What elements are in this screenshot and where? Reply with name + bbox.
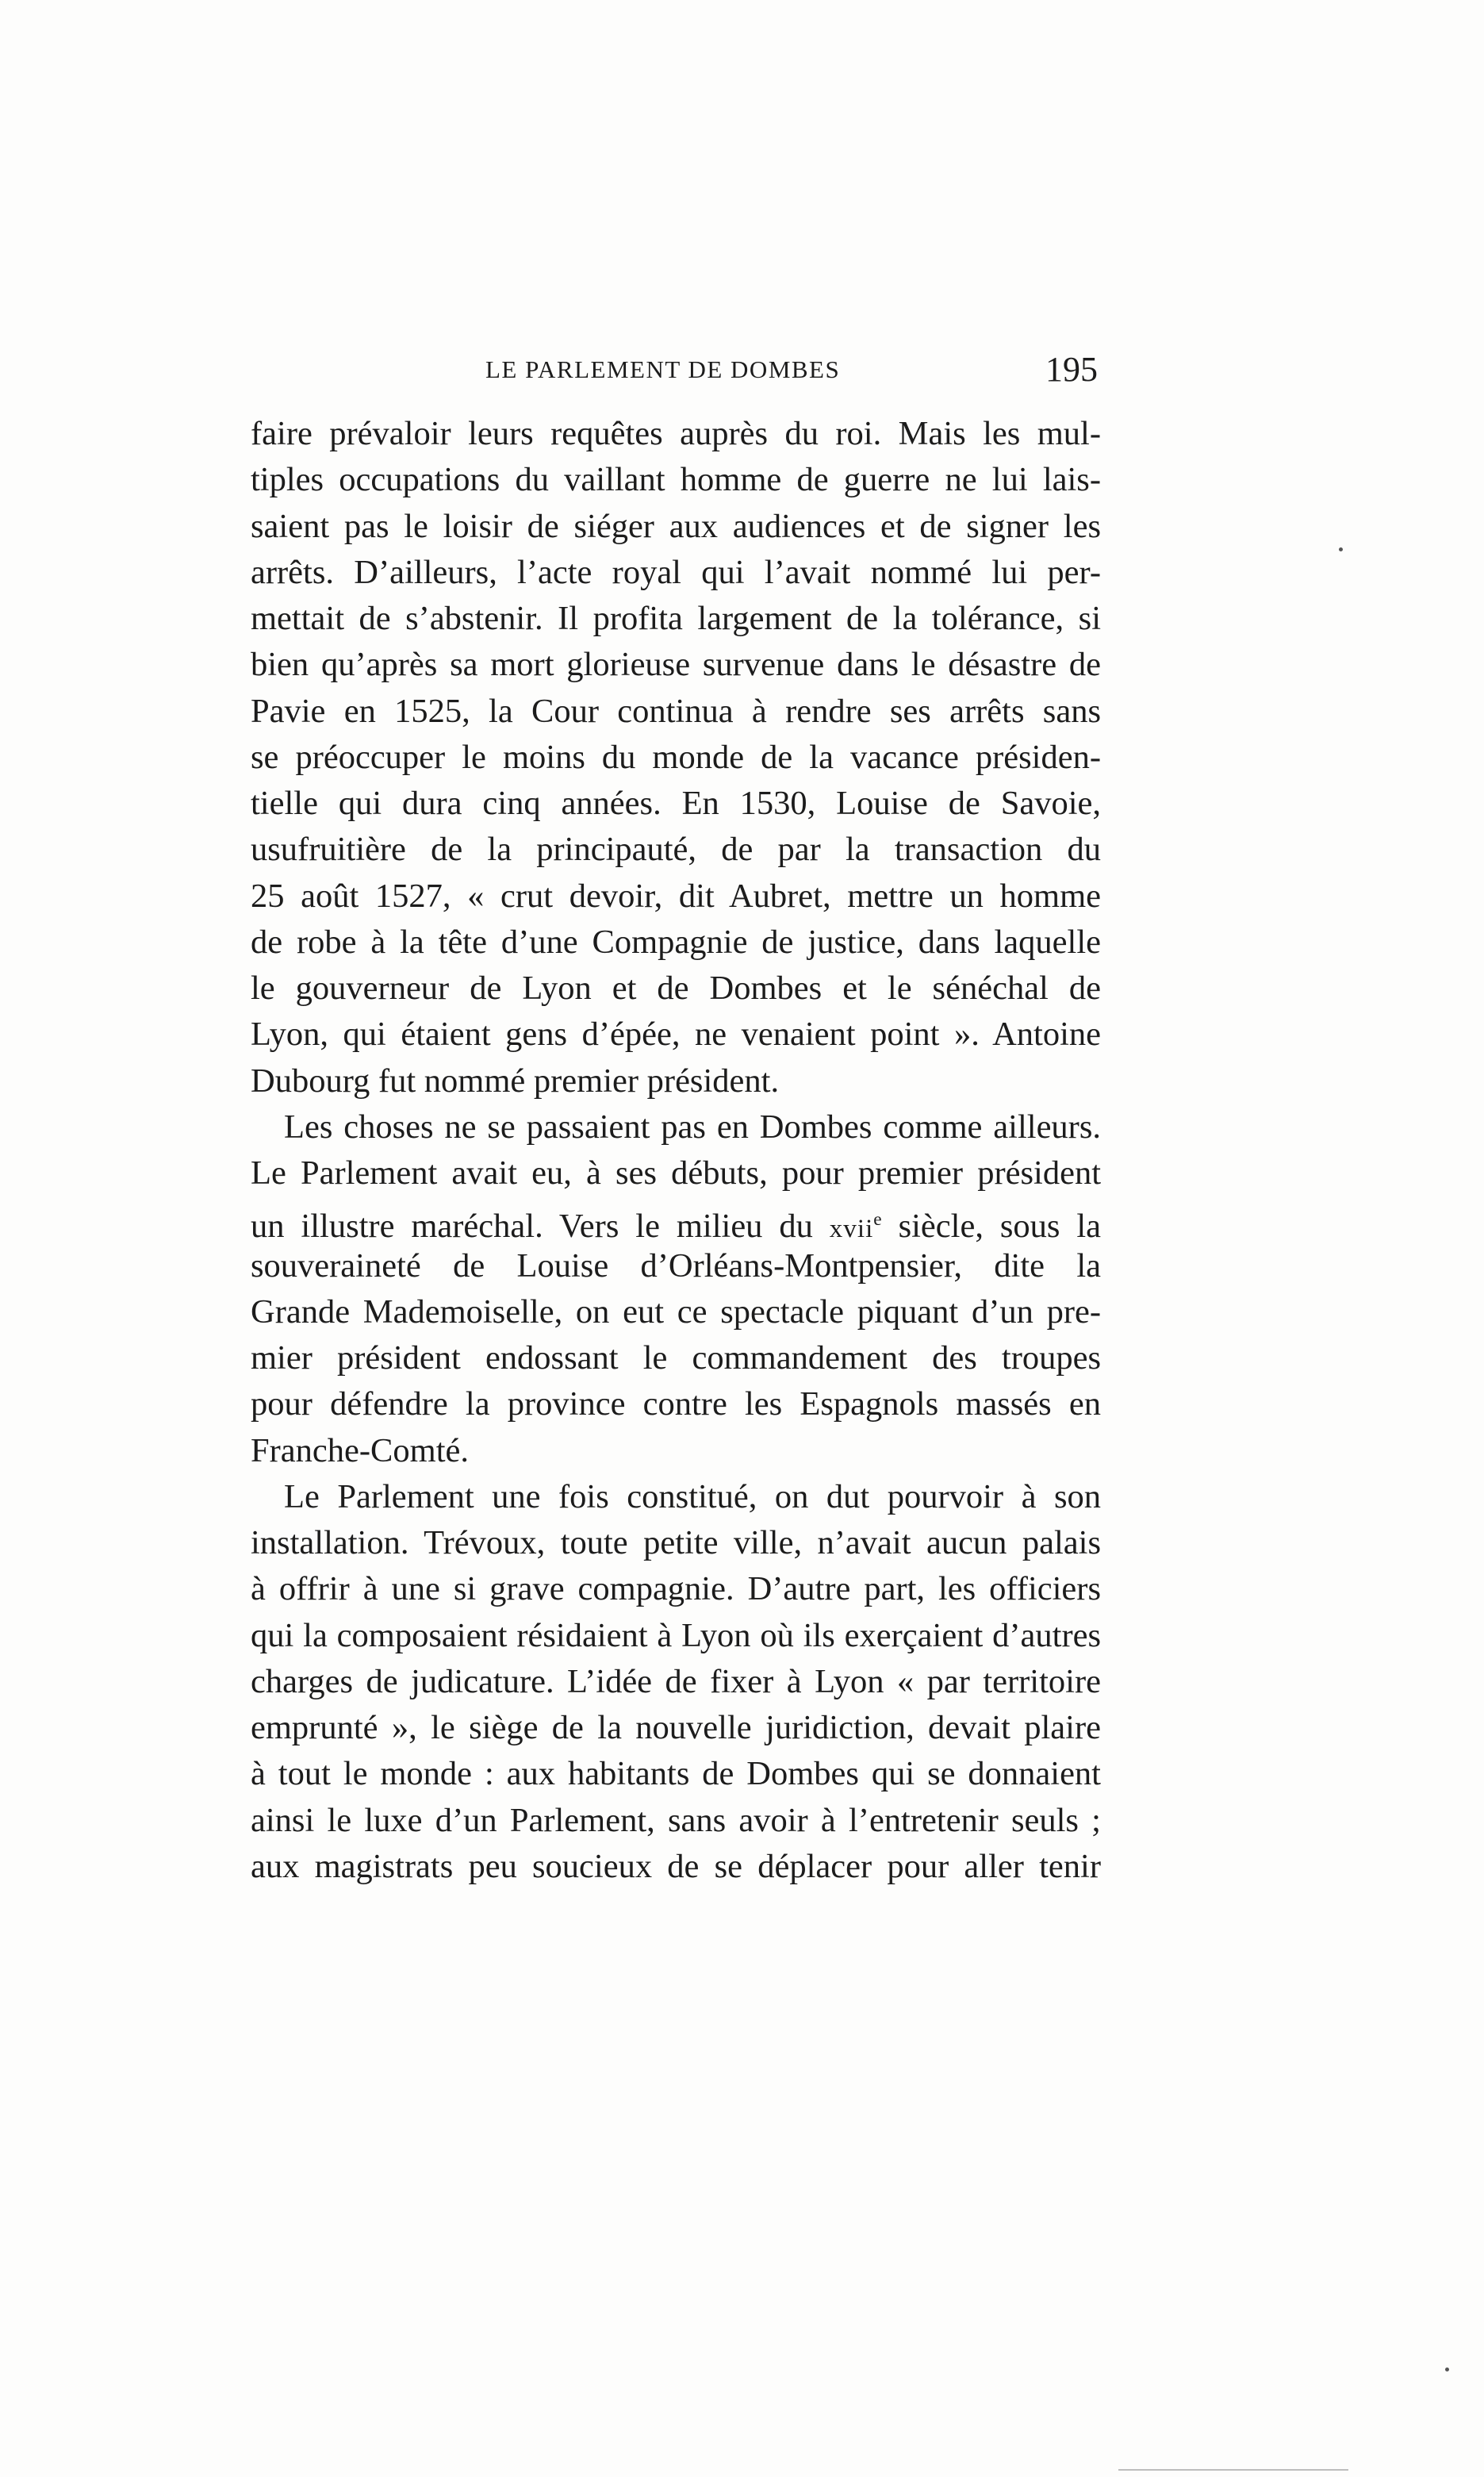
scan-speck xyxy=(1339,547,1343,551)
text-line: tielle qui dura cinq années. En 1530, Louise de Savoie, xyxy=(251,785,1101,822)
text-line: à offrir à une si grave compagnie. D’autre part, les officiers xyxy=(251,1570,1101,1608)
running-title: LE PARLEMENT DE DOMBES xyxy=(485,355,841,383)
text-line: installation. Trévoux, toute petite ville, n’avait aucun palais xyxy=(251,1524,1101,1561)
running-head xyxy=(251,349,1110,397)
text-line: Franche-Comté. xyxy=(251,1431,469,1469)
text-line: Les choses ne se passaient pas en Dombes comme ailleurs. xyxy=(284,1108,1101,1146)
text-line: Grande Mademoiselle, on eut ce spectacle piquant d’un pre- xyxy=(251,1292,1101,1331)
text-line: arrêts. D’ailleurs, l’acte royal qui l’avait nommé lui per- xyxy=(251,553,1101,591)
text-line: mettait de s’abstenir. Il profita largement de la tolérance, si xyxy=(251,600,1101,637)
text-line: bien qu’après sa mort glorieuse survenue dans le désastre de xyxy=(251,646,1101,684)
paragraph-2 xyxy=(251,1104,1101,1474)
text-line: aux magistrats peu soucieux de se déplacer pour aller tenir xyxy=(251,1847,1101,1885)
text-line: ainsi le luxe d’un Parlement, sans avoir à l’entretenir seuls ; xyxy=(251,1801,1101,1839)
text-line: saient pas le loisir de siéger aux audiences et de signer les xyxy=(251,507,1101,545)
text-line: qui la composaient résidaient à Lyon où ils exerçaient d’autres xyxy=(251,1616,1101,1654)
text-line: Le Parlement une fois constitué, on dut pourvoir à son xyxy=(284,1477,1101,1515)
paragraph-1 xyxy=(251,411,1101,1104)
text-line: usufruitière de la principauté, de par la transaction du xyxy=(251,831,1101,869)
text-line: faire prévaloir leurs requêtes auprès du roi. Mais les mul- xyxy=(251,415,1101,452)
century-superscript: e xyxy=(873,1209,882,1231)
text-fragment: un illustre maréchal. Vers le milieu du xyxy=(251,1208,830,1246)
text-line: pour défendre la province contre les Espagnols massés en xyxy=(251,1385,1101,1423)
text-line: Dubourg fut nommé premier président. xyxy=(251,1062,780,1100)
page-number: 195 xyxy=(1045,350,1098,389)
text-line xyxy=(251,1196,1101,1246)
text-line: se préoccuper le moins du monde de la vacance présiden- xyxy=(251,738,1101,776)
text-line: Le Parlement avait eu, à ses débuts, pour premier président xyxy=(251,1154,1101,1192)
text-line: 25 août 1527, « crut devoir, dit Aubret, mettre un homme xyxy=(251,877,1101,915)
text-line: à tout le monde : aux habitants de Dombes qui se donnaient xyxy=(251,1755,1101,1793)
text-fragment: siècle, sous la xyxy=(881,1208,1101,1246)
text-line: mier président endossant le commandement des troupes xyxy=(251,1339,1101,1377)
text-line: charges de judicature. L’idée de fixer à Lyon « par territoire xyxy=(251,1662,1101,1700)
century-numeral: xvii xyxy=(829,1214,874,1244)
scan-speck xyxy=(1445,2368,1449,2371)
text-line: Lyon, qui étaient gens d’épée, ne venaient point ». Antoine xyxy=(251,1016,1101,1054)
text-line: souveraineté de Louise d’Orléans-Montpensier, dite la xyxy=(251,1246,1101,1285)
text-line: emprunté », le siège de la nouvelle juridiction, devait plaire xyxy=(251,1709,1101,1746)
text-line: tiples occupations du vaillant homme de guerre ne lui lais- xyxy=(251,461,1101,499)
text-line: de robe à la tête d’une Compagnie de justice, dans laquelle xyxy=(251,923,1101,961)
text-line: Pavie en 1525, la Cour continua à rendre ses arrêts sans xyxy=(251,692,1101,730)
body-text xyxy=(251,411,1101,1890)
scan-edge-rule xyxy=(1118,2469,1348,2471)
text-line: le gouverneur de Lyon et de Dombes et le sénéchal de xyxy=(251,970,1101,1007)
paragraph-3 xyxy=(251,1474,1101,1890)
